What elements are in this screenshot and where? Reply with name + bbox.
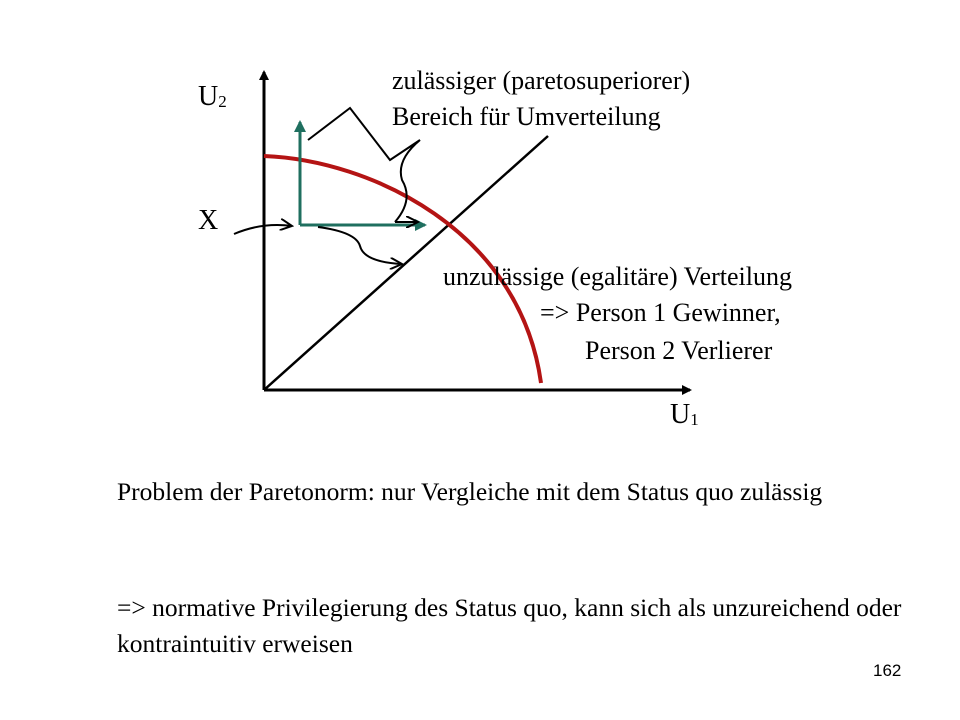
infeasible-label-line2: => Person 1 Gewinner,: [540, 298, 781, 327]
paragraph-problem: Problem der Paretonorm: nur Vergleiche mit dem Status quo zulässig: [117, 477, 823, 506]
y-axis-label: $U_2$: [198, 81, 227, 112]
paragraph-consequence: => normative Privilegierung des Status quo, kann sich als unzureichend oder kontraintuitiv erweisen: [117, 593, 902, 658]
infeasible-label-line3: Person 2 Verlierer: [585, 336, 773, 365]
infeasible-label-line1: unzulässige (egalitäre) Verteilung: [443, 262, 792, 291]
page-number: 162: [873, 661, 902, 680]
y-axis-subscript: 2: [218, 92, 227, 111]
x-axis-label: $U_1$: [670, 399, 699, 430]
feasible-region-label-line1: zulässiger (paretosuperiorer): [392, 66, 691, 95]
x-axis-subscript: 1: [690, 410, 699, 429]
infeasible-pointer: [318, 227, 402, 264]
feasible-region-label-line2: Bereich für Umverteilung: [392, 102, 661, 131]
status-quo-label: X: [198, 205, 219, 236]
